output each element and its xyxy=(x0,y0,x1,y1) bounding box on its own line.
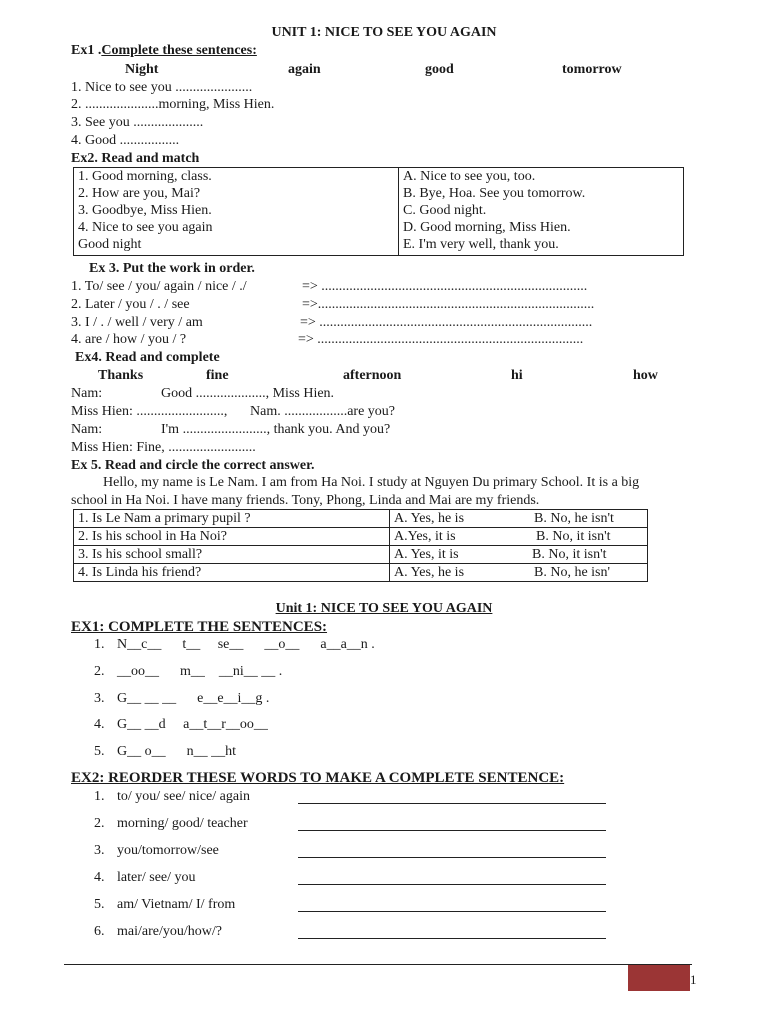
ex1b-heading: EX1: COMPLETE THE SENTENCES: xyxy=(71,619,328,635)
ex5-options xyxy=(390,546,648,564)
ex3-question-4: 4. are / how / you / ? xyxy=(71,332,187,347)
answer-line[interactable] xyxy=(298,884,606,885)
ex1-word-2: again xyxy=(288,62,321,77)
ex1b-number: 2. xyxy=(94,664,105,679)
ex1b-letters: __oo__ m__ __ni__ __ . xyxy=(117,664,283,679)
option-a[interactable]: A. Yes, he is xyxy=(394,511,465,526)
dialogue-speaker: Nam: xyxy=(71,386,103,401)
match-right-item: E. I'm very well, thank you. xyxy=(403,237,559,252)
ex1-item-1: 1. Nice to see you ...................... xyxy=(71,80,253,95)
ex1b-number: 3. xyxy=(94,691,105,706)
section-title: Unit 1: NICE TO SEE YOU AGAIN xyxy=(275,601,493,616)
ex2b-number: 2. xyxy=(94,816,105,831)
dialogue-speaker: Miss Hien: ........................., xyxy=(71,404,228,419)
match-right-column xyxy=(399,168,684,256)
footer-accent-bar xyxy=(628,965,690,991)
option-a[interactable]: A.Yes, it is xyxy=(394,529,456,544)
ex1b-number: 5. xyxy=(94,744,105,759)
match-left-item: 3. Goodbye, Miss Hien. xyxy=(78,203,212,218)
ex1-heading xyxy=(71,42,257,59)
table-row xyxy=(74,564,648,582)
dialogue-speaker: Nam: xyxy=(71,422,103,437)
option-a[interactable]: A. Yes, it is xyxy=(394,547,459,562)
ex5-options xyxy=(390,528,648,546)
ex3-question-3: 3. I / . / well / very / am xyxy=(71,315,203,330)
dialogue-text: Good ...................., Miss Hien. xyxy=(161,386,335,401)
match-left-item: 2. How are you, Mai? xyxy=(78,186,201,201)
option-b[interactable]: B. No, he isn't xyxy=(534,511,614,526)
footer-rule xyxy=(64,964,692,965)
ex5-options xyxy=(390,510,648,528)
ex1-word-4: tomorrow xyxy=(562,62,622,77)
match-left-item: 1. Good morning, class. xyxy=(78,169,212,184)
ex5-options xyxy=(390,564,648,582)
ex1b-number: 4. xyxy=(94,717,105,732)
ex5-answer-table xyxy=(73,509,648,582)
page-title: UNIT 1: NICE TO SEE YOU AGAIN xyxy=(271,25,497,40)
ex1b-letters: G__ o__ n__ __ht xyxy=(117,744,236,759)
ex4-word-5: how xyxy=(633,368,658,383)
ex5-passage-line-1: Hello, my name is Le Nam. I am from Ha Noi. I study at Nguyen Du primary School. It is a big xyxy=(103,475,640,490)
ex5-question: 3. Is his school small? xyxy=(74,546,390,564)
match-right-item: B. Bye, Hoa. See you tomorrow. xyxy=(403,186,586,201)
ex5-question: 2. Is his school in Ha Noi? xyxy=(74,528,390,546)
ex2b-words: mai/are/you/how/? xyxy=(117,924,222,939)
ex2b-number: 4. xyxy=(94,870,105,885)
ex2b-number: 3. xyxy=(94,843,105,858)
dialogue-text: Nam. ..................are you? xyxy=(250,404,396,419)
ex4-word-4: hi xyxy=(511,368,523,383)
ex2b-number: 6. xyxy=(94,924,105,939)
ex1-word-3: good xyxy=(425,62,454,77)
match-right-item: C. Good night. xyxy=(403,203,487,218)
ex1b-letters: G__ __ __ e__e__i__g . xyxy=(117,691,270,706)
table-row xyxy=(74,546,648,564)
ex2b-words: you/tomorrow/see xyxy=(117,843,219,858)
table-row xyxy=(74,528,648,546)
ex2b-number: 5. xyxy=(94,897,105,912)
ex1-item-4: 4. Good ................. xyxy=(71,133,180,148)
match-left-item: Good night xyxy=(78,237,142,252)
ex1b-letters: G__ __d a__t__r__oo__ xyxy=(117,717,268,732)
ex5-question: 4. Is Linda his friend? xyxy=(74,564,390,582)
dialogue-text: I'm ........................, thank you. And you? xyxy=(161,422,391,437)
table-row xyxy=(74,510,648,528)
table-row xyxy=(74,168,684,256)
answer-line[interactable] xyxy=(298,911,606,912)
option-b[interactable]: B. No, he isn' xyxy=(534,565,611,580)
answer-line[interactable] xyxy=(298,857,606,858)
match-right-item: D. Good morning, Miss Hien. xyxy=(403,220,571,235)
ex4-word-1: Thanks xyxy=(98,368,144,383)
ex1b-letters: N__c__ t__ se__ __o__ a__a__n . xyxy=(117,637,375,652)
match-right-item: A. Nice to see you, too. xyxy=(403,169,536,184)
ex1b-number: 1. xyxy=(94,637,105,652)
ex5-passage-line-2: school in Ha Noi. I have many friends. Tony, Phong, Linda and Mai are my friends. xyxy=(71,493,540,508)
ex3-answer-2: =>............................................................................... xyxy=(302,297,595,312)
ex4-heading: Ex4. Read and complete xyxy=(75,350,220,365)
ex2b-words: to/ you/ see/ nice/ again xyxy=(117,789,250,804)
ex2b-heading: EX2: REORDER THESE WORDS TO MAKE A COMPLETE SENTENCE: xyxy=(71,770,565,786)
ex3-answer-1: => ............................................................................ xyxy=(302,279,588,294)
answer-line[interactable] xyxy=(298,938,606,939)
ex5-heading: Ex 5. Read and circle the correct answer. xyxy=(71,458,315,473)
ex2b-words: later/ see/ you xyxy=(117,870,196,885)
option-b[interactable]: B. No, it isn't xyxy=(532,547,607,562)
ex5-question: 1. Is Le Nam a primary pupil ? xyxy=(74,510,390,528)
ex3-question-1: 1. To/ see / you/ again / nice / ./ xyxy=(71,279,247,294)
page-number: 1 xyxy=(690,972,697,987)
ex3-heading: Ex 3. Put the work in order. xyxy=(89,261,255,276)
option-b[interactable]: B. No, it isn't xyxy=(536,529,611,544)
ex4-word-3: afternoon xyxy=(343,368,402,383)
ex2b-number: 1. xyxy=(94,789,105,804)
ex1-word-1: Night xyxy=(125,62,159,77)
option-a[interactable]: A. Yes, he is xyxy=(394,565,465,580)
ex2-match-table xyxy=(73,167,684,256)
ex2b-words: morning/ good/ teacher xyxy=(117,816,248,831)
ex1-item-3: 3. See you .................... xyxy=(71,115,204,130)
ex4-word-2: fine xyxy=(206,368,229,383)
ex3-answer-3: => .............................................................................. xyxy=(300,315,593,330)
ex2-heading: Ex2. Read and match xyxy=(71,151,200,166)
ex3-question-2: 2. Later / you / . / see xyxy=(71,297,190,312)
match-left-item: 4. Nice to see you again xyxy=(78,220,213,235)
dialogue-speaker: Miss Hien: Fine, ......................... xyxy=(71,440,256,455)
ex1-item-2: 2. .....................morning, Miss Hien. xyxy=(71,97,275,112)
ex1-heading-text: Complete these sentences: xyxy=(101,43,257,58)
answer-line[interactable] xyxy=(298,803,606,804)
ex1-heading-prefix: Ex1 . xyxy=(71,43,102,58)
answer-line[interactable] xyxy=(298,830,606,831)
ex3-answer-4: => ............................................................................ xyxy=(298,332,584,347)
match-left-column xyxy=(74,168,399,256)
ex2b-words: am/ Vietnam/ I/ from xyxy=(117,897,236,912)
